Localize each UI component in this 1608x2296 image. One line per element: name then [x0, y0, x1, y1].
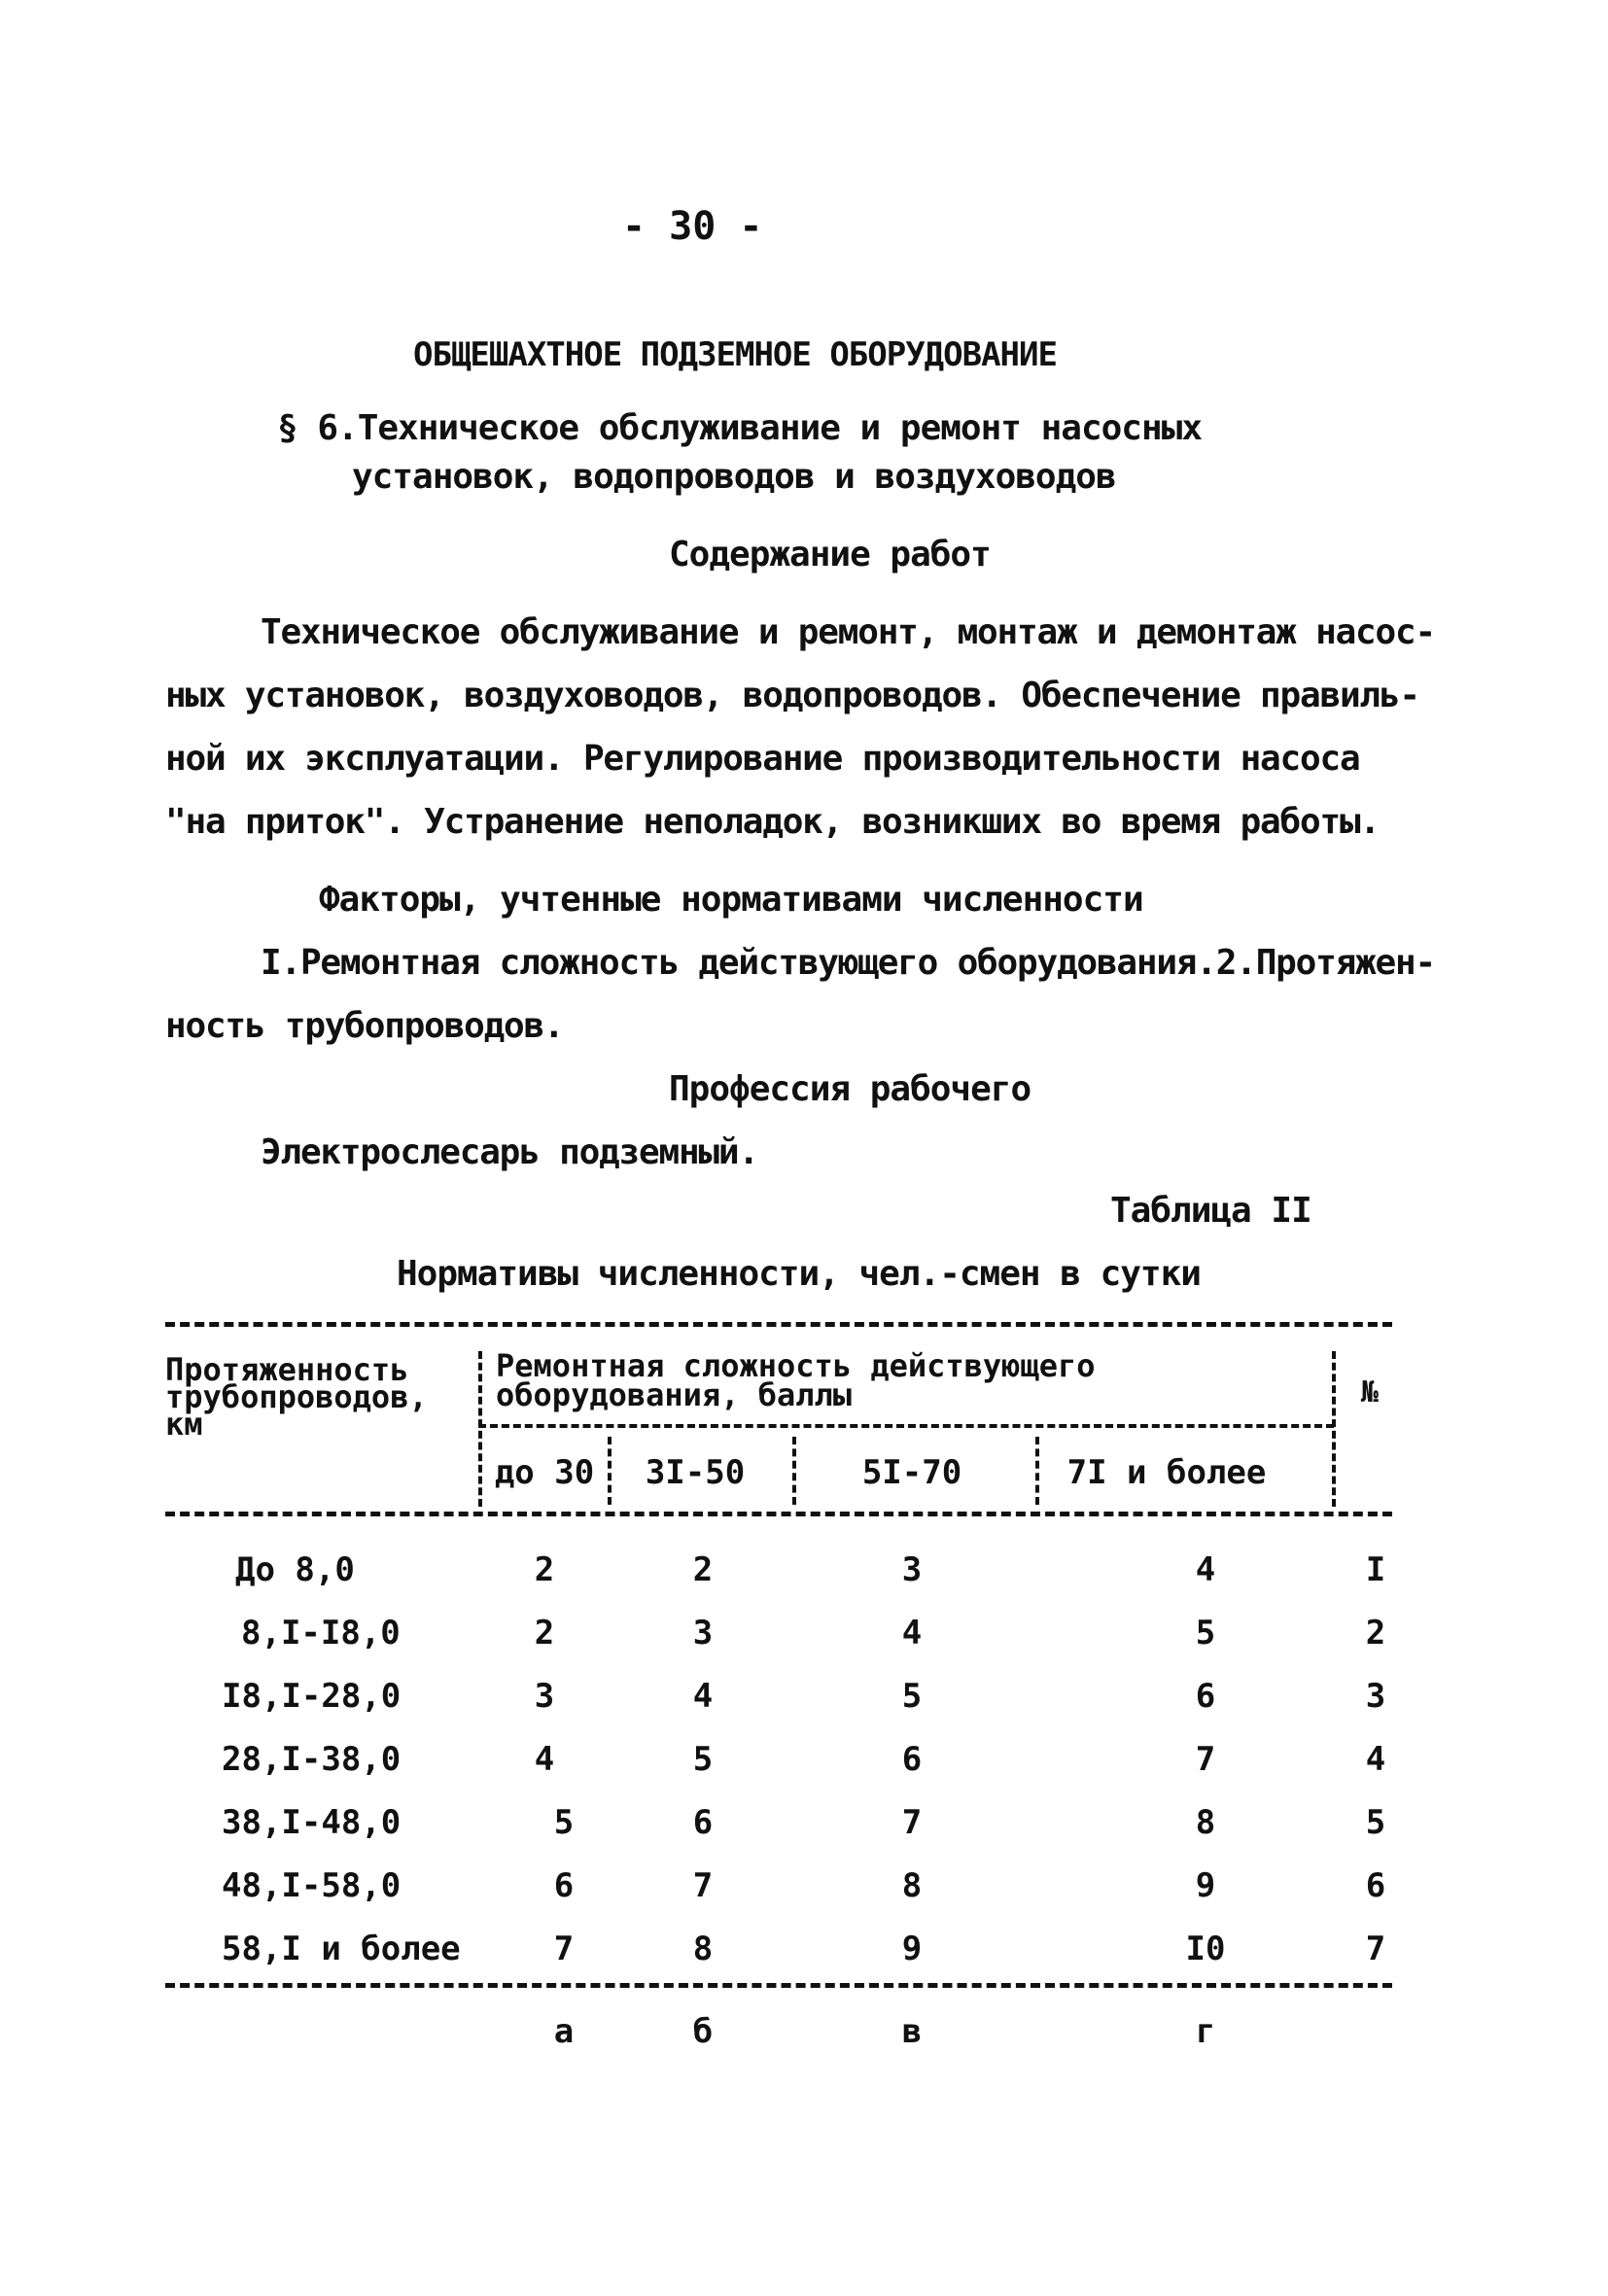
table-cell: 5: [692, 1740, 714, 1779]
table-cell: 8: [901, 1866, 923, 1905]
subheader-rule: [478, 1424, 1334, 1428]
row-number: 2: [1365, 1614, 1386, 1652]
table-cell: 8: [692, 1930, 714, 1968]
work-content-line: ных установок, воздуховодов, водопроводов. Обеспечение правиль-: [165, 676, 1419, 715]
row-number: 7: [1365, 1930, 1386, 1968]
table-cell: 7: [1195, 1740, 1216, 1779]
column-header: 3I-50: [645, 1453, 746, 1492]
row-label: 58,I и более: [222, 1930, 461, 1968]
row-label: 8,I-I8,0: [241, 1614, 401, 1652]
table-cell: I0: [1185, 1930, 1226, 1968]
table-cell: 5: [1195, 1614, 1216, 1652]
table-cell: 4: [534, 1740, 555, 1779]
table-cell: 6: [692, 1803, 714, 1842]
column-divider: [792, 1437, 796, 1505]
table-cell: 7: [901, 1803, 923, 1842]
table-cell: 6: [901, 1740, 923, 1779]
factors-line: I.Ремонтная сложность действующего оборудования.2.Протяжен-: [261, 943, 1435, 983]
row-label: 38,I-48,0: [222, 1803, 402, 1842]
work-content-line: Техническое обслуживание и ремонт, монтаж и демонтаж насос-: [261, 612, 1435, 652]
table-cell: 9: [901, 1930, 923, 1968]
table-cell: 4: [692, 1677, 714, 1716]
column-header: 7I и более: [1066, 1453, 1267, 1492]
factors-heading: Факторы, учтенные нормативами численности: [319, 880, 1143, 920]
row-number: I: [1365, 1550, 1386, 1589]
page-number: - 30 -: [622, 204, 763, 249]
table-label: Таблица II: [1110, 1191, 1311, 1231]
table-cell: 5: [553, 1803, 575, 1842]
row-label: I8,I-28,0: [222, 1677, 402, 1716]
table-top-rule: [165, 1322, 1392, 1327]
work-content-heading: Содержание работ: [669, 535, 991, 574]
row-number: 4: [1365, 1740, 1386, 1779]
table-cell: 3: [534, 1677, 555, 1716]
column-divider: [478, 1351, 482, 1507]
paragraph-title-line-2: установок, водопроводов и воздуховодов: [352, 457, 1116, 497]
row-number: 5: [1365, 1803, 1386, 1842]
table-cell: 5: [901, 1677, 923, 1716]
table-cell: 7: [692, 1866, 714, 1905]
column-header: до 30: [494, 1453, 595, 1492]
table-cell: 3: [692, 1614, 714, 1652]
paragraph-title-line-1: § 6.Техническое обслуживание и ремонт насосных: [277, 408, 1202, 448]
profession-heading: Профессия рабочего: [669, 1069, 1031, 1109]
column-divider: [1332, 1351, 1336, 1507]
work-content-line: ной их эксплуатации. Регулирование производительности насоса: [165, 739, 1360, 779]
table-cell: 2: [534, 1614, 555, 1652]
row-number: 3: [1365, 1677, 1386, 1716]
table-cell: 6: [553, 1866, 575, 1905]
work-content-line: "на приток". Устранение неполадок, возникших во время работы.: [165, 802, 1380, 842]
number-header: №: [1361, 1375, 1380, 1409]
column-divider: [1035, 1437, 1039, 1505]
section-heading: ОБЩЕШАХТНОЕ ПОДЗЕМНОЕ ОБОРУДОВАНИЕ: [413, 335, 1057, 374]
row-header: Протяженность трубопроводов, км: [165, 1351, 428, 1443]
profession-value: Электрослесарь подземный.: [261, 1132, 758, 1172]
table-cell: 8: [1195, 1803, 1216, 1842]
table-bottom-rule: [165, 1983, 1392, 1988]
column-letter: в: [901, 2012, 923, 2051]
header-bottom-rule: [165, 1512, 1392, 1516]
table-cell: 7: [553, 1930, 575, 1968]
table-cell: 4: [901, 1614, 923, 1652]
column-divider: [608, 1437, 612, 1505]
row-number: 6: [1365, 1866, 1386, 1905]
group-header: Ремонтная сложность действующего оборудования, баллы: [496, 1347, 1096, 1413]
factors-line: ность трубопроводов.: [165, 1006, 564, 1046]
row-label: 48,I-58,0: [222, 1866, 402, 1905]
table-cell: 3: [901, 1550, 923, 1589]
column-header: 5I-70: [861, 1453, 962, 1492]
table-cell: 2: [692, 1550, 714, 1589]
table-cell: 4: [1195, 1550, 1216, 1589]
table-cell: 9: [1195, 1866, 1216, 1905]
row-label: До 8,0: [235, 1550, 355, 1589]
table-caption: Нормативы численности, чел.-смен в сутки: [397, 1254, 1201, 1294]
table-cell: 6: [1195, 1677, 1216, 1716]
column-letter: б: [692, 2012, 714, 2051]
table-cell: 2: [534, 1550, 555, 1589]
column-letter: а: [553, 2012, 575, 2051]
column-letter: г: [1195, 2012, 1216, 2051]
row-label: 28,I-38,0: [222, 1740, 402, 1779]
